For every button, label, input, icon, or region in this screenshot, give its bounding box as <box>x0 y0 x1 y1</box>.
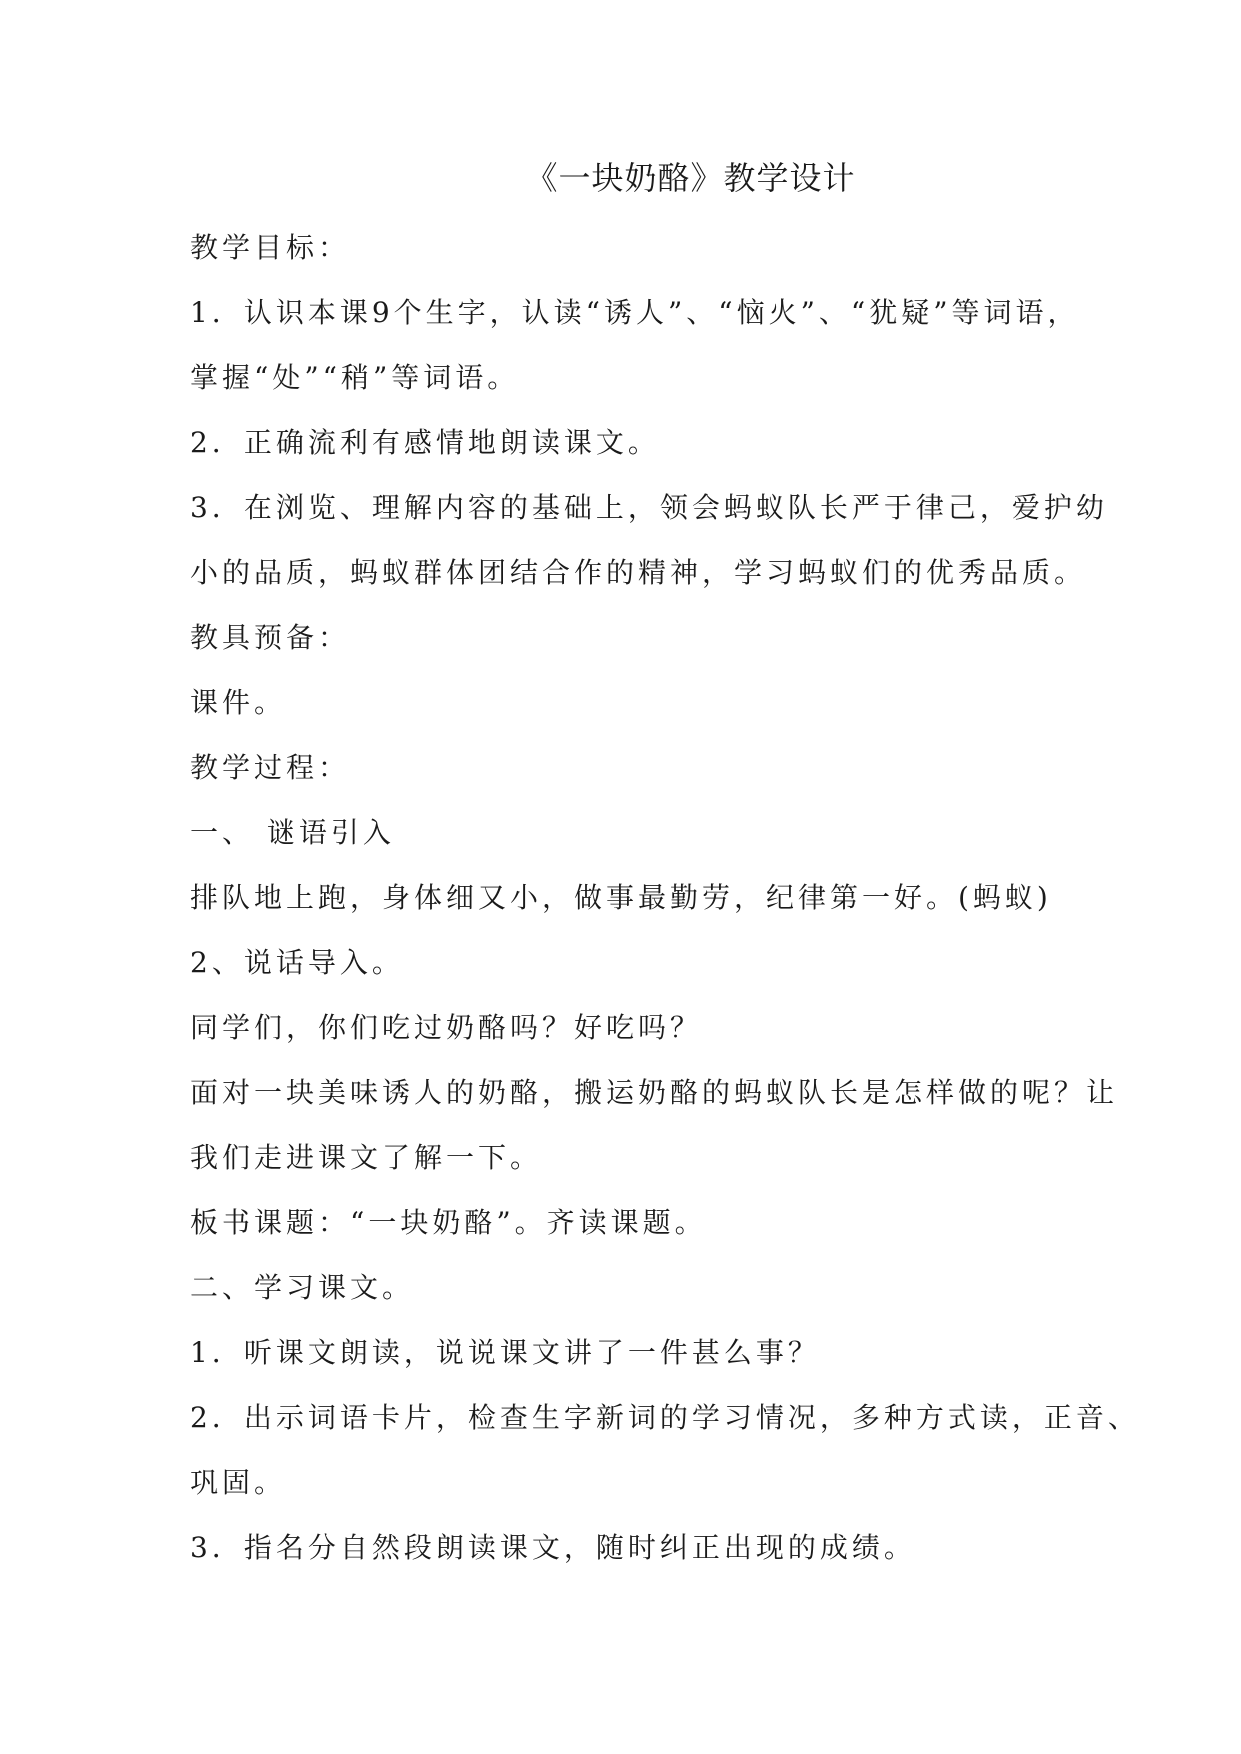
line-objective-1b: 掌握“处”“稍”等词语。 <box>190 361 520 394</box>
line-lead-in-a: 面对一块美味诱人的奶酪，搬运奶酪的蚂蚁队长是怎样做的呢？让 <box>190 1076 1119 1109</box>
line-objectives-heading: 教学目标： <box>190 231 351 264</box>
line-step-2a: 2．出示词语卡片，检查生字新词的学习情况，多种方式读，正音、 <box>190 1401 1140 1434</box>
line-objective-1a: 1．认识本课9个生字，认读“诱人”、“恼火”、“犹疑”等词语， <box>190 296 1080 329</box>
line-section-2: 二、学习课文。 <box>190 1271 415 1304</box>
line-objective-3a: 3．在浏览、理解内容的基础上，领会蚂蚁队长严于律己，爱护幼 <box>190 491 1108 524</box>
document-title: 《一块奶酪》教学设计 <box>525 159 856 197</box>
line-step-1: 1．听课文朗读，说说课文讲了一件甚么事？ <box>190 1336 820 1369</box>
line-intro-heading: 2、说话导入。 <box>190 946 404 979</box>
line-section-1: 一、 谜语引入 <box>190 816 395 849</box>
line-objective-2: 2．正确流利有感情地朗读课文。 <box>190 426 660 459</box>
line-lead-in-b: 我们走进课文了解一下。 <box>190 1141 543 1174</box>
line-process-heading: 教学过程： <box>190 751 351 784</box>
line-step-3: 3．指名分自然段朗读课文，随时纠正出现的成绩。 <box>190 1531 916 1564</box>
line-step-2b: 巩固。 <box>190 1466 287 1499</box>
line-riddle: 排队地上跑，身体细又小，做事最勤劳，纪律第一好。(蚂蚁) <box>190 881 1052 914</box>
document-body <box>190 228 1140 1593</box>
line-materials: 课件。 <box>190 686 287 719</box>
line-materials-heading: 教具预备： <box>190 621 351 654</box>
line-objective-3b: 小的品质，蚂蚁群体团结合作的精神，学习蚂蚁们的优秀品质。 <box>190 556 1087 589</box>
line-board-title: 板书课题：“一块奶酪”。齐读课题。 <box>190 1206 707 1239</box>
line-question: 同学们，你们吃过奶酪吗？好吃吗？ <box>190 1011 703 1044</box>
